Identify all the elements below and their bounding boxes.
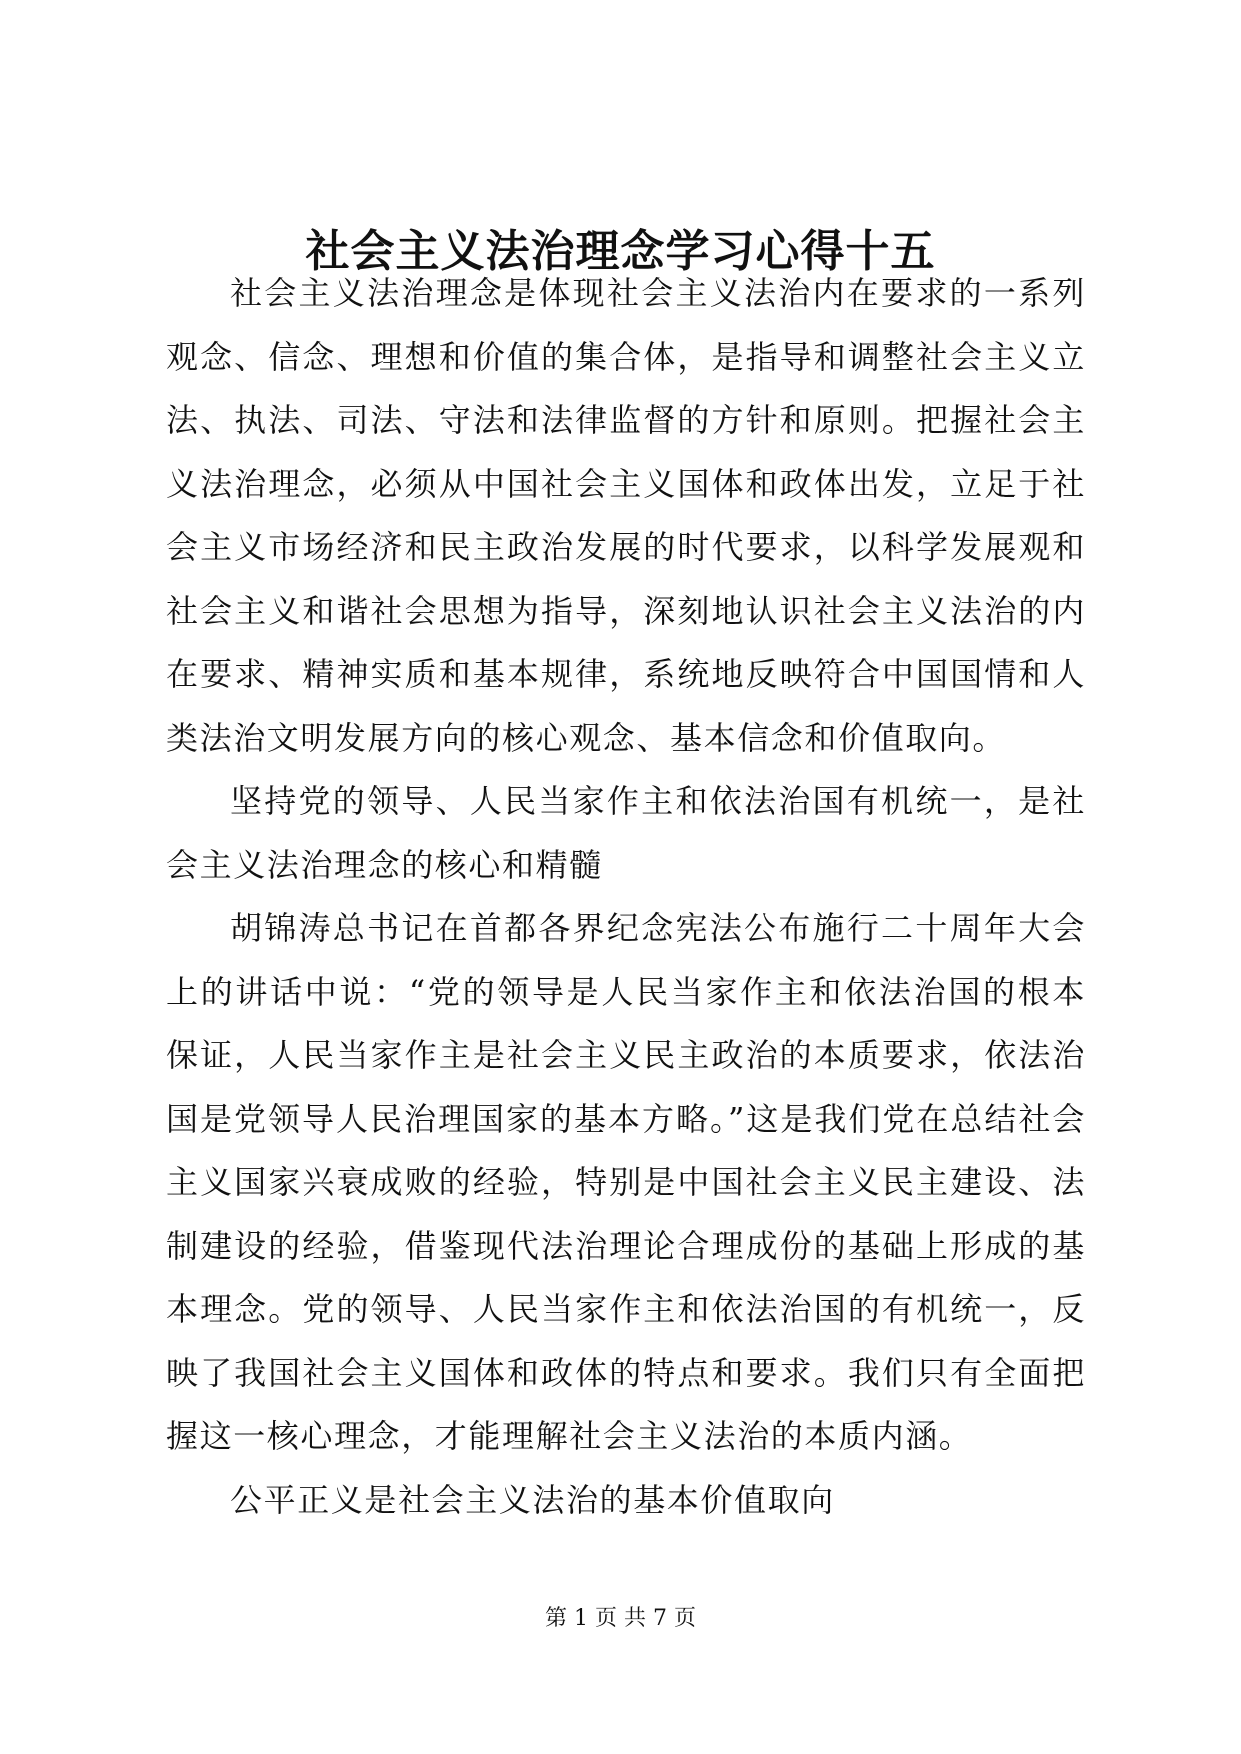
paragraph-heading-core: 坚持党的领导、人民当家作主和依法治国有机统一，是社会主义法治理念的核心和精髓: [166, 782, 1086, 884]
paragraph-intro: 社会主义法治理念是体现社会主义法治内在要求的一系列观念、信念、理想和价值的集合体，是指导和调整社会主义立法、执法、司法、守法和法律监督的方针和原则。把握社会主义法治理念，必须从中国社会主义国体和政体出发，立足于社会主义市场经济和民主政治发展的时代要求，以科学发展观和社会主义和谐社会思想为指导，深刻地认识社会主义法治的内在要求、精神实质和基本规律，系统地反映符合中国国情和人类法治文明发展方向的核心观念、基本信念和价值取向。: [166, 274, 1086, 757]
document-title: 社会主义法治理念学习心得十五: [305, 226, 936, 277]
page-number-footer: 第 1 页 共 7 页: [545, 1606, 696, 1631]
paragraph-heading-justice: 公平正义是社会主义法治的基本价值取向: [230, 1480, 835, 1519]
paragraph-hu-speech: 胡锦涛总书记在首都各界纪念宪法公布施行二十周年大会上的讲话中说：“党的领导是人民当家作主和依法治国的根本保证，人民当家作主是社会主义民主政治的本质要求，依法治国是党领导人民治理国家的基本方略。”这是我们党在总结社会主义国家兴衰成败的经验，特别是中国社会主义民主建设、法制建设的经验，借鉴现代法治理论合理成份的基础上形成的基本理念。党的领导、人民当家作主和依法治国的有机统一，反映了我国社会主义国体和政体的特点和要求。我们只有全面把握这一核心理念，才能理解社会主义法治的本质内涵。: [166, 909, 1086, 1455]
document-body: [166, 262, 1086, 1532]
